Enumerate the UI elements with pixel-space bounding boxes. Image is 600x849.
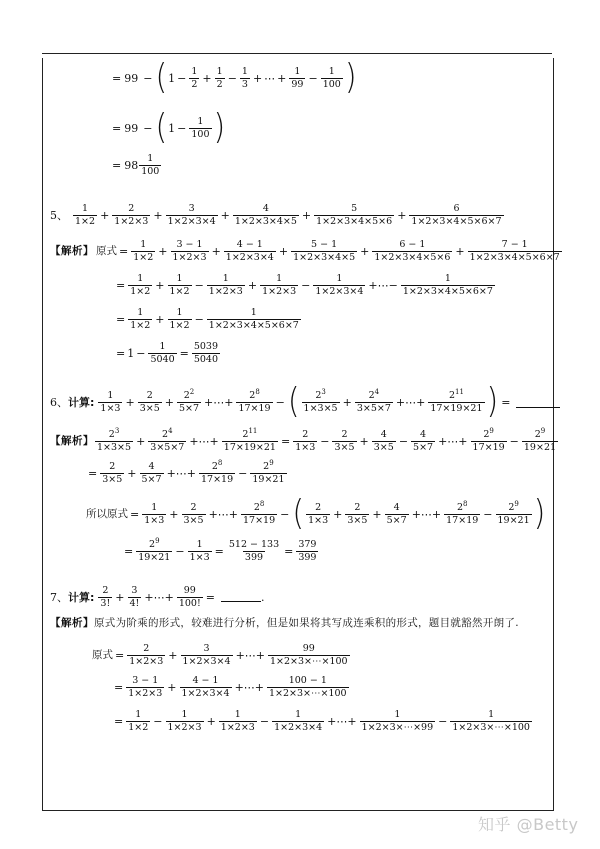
fraction: $\frac{2}{1\times 3}$ — [308, 502, 329, 526]
p6-analysis-3: 所以原式 = $\frac{1}{1\times 3}$ + $\frac{2}{3\times 5}$ +⋯+ $\frac{2^8}{17\times 19}$ − ( $\frac{2}{1\times 3}$ + $\frac{2}{3\times 5}$ + $\frac{4}{5\times 7}$ +⋯+ $\frac{2^8}{17\times 19}$ − $\frac{2^9}{19\times 21}$ ) — [86, 493, 546, 534]
fraction: $\frac{1}{1\times 2\times 3}$ — [262, 273, 297, 297]
fraction: $\frac{1}{1\times 2\times 3\times 4\times 5\times 6\times 7}$ — [402, 273, 493, 297]
p4-line3: = 98 $\frac{1}{100}$ — [112, 153, 160, 177]
p7-analysis-text: 【解析】 原式为阶乘的形式，较难进行分析，但是如果将其写成连乘积的形式，题目就豁然开朗了. — [50, 617, 519, 629]
fraction: $\frac{1}{1\times 3}$ — [144, 502, 165, 526]
fraction: $\frac{5039}{5040}$ — [193, 341, 219, 365]
fraction: $\frac{2^3}{1\times 3\times 5}$ — [303, 387, 338, 414]
fraction: $\frac{3}{4!}$ — [129, 585, 140, 609]
fraction: $\frac{1}{1\times 2\times 3\times 4}$ — [315, 273, 364, 297]
watermark: 知乎 @Betty — [478, 815, 579, 834]
fraction: $\frac{512 - 133}{399}$ — [228, 539, 280, 563]
p6-analysis-4: = $\frac{2^9}{19\times 21}$ − $\frac{1}{1\times 3}$ = $\frac{512 - 133}{399}$ = $\frac{379}{399}$ — [124, 536, 317, 563]
fraction: $\frac{2^9}{17\times 19}$ — [472, 426, 505, 453]
fraction: $\frac{1}{2}$ — [191, 66, 198, 90]
fraction: $\frac{1}{1\times 2}$ — [130, 307, 151, 331]
fraction: $\frac{5 - 1}{1\times 2\times 3\times 4\times 5}$ — [293, 239, 356, 263]
p6-analysis-1: 【解析】 $\frac{2^3}{1\times 3\times 5}$ + $\frac{2^4}{3\times 5\times 7}$ +⋯+ $\frac{2^{11}}{17\times 19\times 21}$ = $\frac{2}{1\times 3}$ − $\frac{2}{3\times 5}$ + $\frac{4}{3\times 5}$ − $\frac{4}{5\times 7}$ +⋯+ $\frac{2^9}{17\times 19}$ − $\frac{2^9}{19\times 21}$ — [50, 426, 557, 453]
analysis-tag: 【解析】 — [50, 617, 94, 629]
analysis-tag: 【解析】 — [50, 434, 94, 447]
fraction: $\frac{2}{3!}$ — [100, 585, 111, 609]
fraction: $\frac{1}{1\times 2\times 3\times\cdots\times 100}$ — [452, 709, 530, 733]
fraction: $\frac{2^8}{17\times 19}$ — [201, 458, 234, 485]
fraction: $\frac{2}{3\times 5}$ — [334, 429, 355, 453]
fraction: $\frac{2^9}{19\times 21}$ — [523, 426, 557, 453]
fraction: $\frac{2^4}{3\times 5\times 7}$ — [150, 426, 185, 453]
fraction: $\frac{7 - 1}{1\times 2\times 3\times 4\times 5\times 6\times 7}$ — [469, 239, 560, 263]
p7-label: 7、 — [50, 590, 68, 604]
fraction: $\frac{1}{1\times 2\times 3\times 4\times 5\times 6\times 7}$ — [208, 307, 299, 331]
p7-analysis-1: 原式 = $\frac{2}{1\times 2\times 3}$ + $\frac{3}{1\times 2\times 3\times 4}$ +⋯+ $\frac{99}{1\times 2\times 3\times\cdots\times 100}$ — [92, 643, 348, 667]
fraction: $\frac{1}{1\times 3}$ — [100, 390, 121, 414]
p7-question: 7、 计算: $\frac{2}{3!}$ + $\frac{3}{4!}$ +⋯+ $\frac{99}{100!}$ = . — [50, 585, 265, 609]
fraction: $\frac{1}{1\times 2}$ — [128, 709, 149, 733]
fraction: $\frac{2^8}{17\times 19}$ — [446, 499, 479, 526]
p5-analysis-1: 【解析】 原式 = $\frac{1}{1\times 2}$ + $\frac{3 - 1}{1\times 2\times 3}$ + $\frac{4 - 1}{1\times 2\times 3\times 4}$ + $\frac{5 - 1}{1\times 2\times 3\times 4\times 5}$ + $\frac{6 - 1}{1\times 2\times 3\times 4\times 5\times 6}$ + $\frac{7 - 1}{1\times 2\times 3\times 4\times 5\times 6\times 7}$ — [50, 239, 560, 263]
answer-blank — [516, 406, 560, 408]
fraction: $\frac{2^3}{1\times 3\times 5}$ — [97, 426, 132, 453]
fraction: $\frac{1}{1\times 2}$ — [169, 273, 190, 297]
fraction: $\frac{379}{399}$ — [298, 539, 317, 563]
fraction: $\frac{3}{1\times 2\times 3\times 4}$ — [167, 203, 216, 227]
fraction: $\frac{2^9}{19\times 21}$ — [138, 536, 171, 563]
p6-question: 6、 计算: $\frac{1}{1\times 3}$ + $\frac{2}{3\times 5}$ + $\frac{2^2}{5\times 7}$ +⋯+ $\frac{2^8}{17\times 19}$ − ( $\frac{2^3}{1\times 3\times 5}$ + $\frac{2^4}{3\times 5\times 7}$ +⋯+ $\frac{2^{11}}{17\times 19\times 21}$ ) = — [50, 390, 560, 414]
fraction: $\frac{2^9}{19\times 21}$ — [497, 499, 530, 526]
fraction: $\frac{1}{1\times 2}$ — [169, 307, 190, 331]
fraction: $\frac{2}{3\times 5}$ — [102, 461, 123, 485]
fraction: $\frac{1}{1\times 2}$ — [75, 203, 96, 227]
fraction: $\frac{1}{99}$ — [291, 66, 304, 90]
fraction: $\frac{4}{5\times 7}$ — [413, 429, 434, 453]
fraction: $\frac{3}{1\times 2\times 3\times 4}$ — [182, 643, 231, 667]
fraction: $\frac{2^{11}}{17\times 19\times 21}$ — [430, 387, 483, 414]
fraction: $\frac{6 - 1}{1\times 2\times 3\times 4\times 5\times 6}$ — [374, 239, 451, 263]
fraction: $\frac{2^2}{5\times 7}$ — [178, 387, 200, 414]
fraction: $\frac{1}{5040}$ — [150, 341, 175, 365]
fraction: $\frac{4}{5\times 7}$ — [141, 461, 162, 485]
fraction: $\frac{2}{3\times 5}$ — [139, 390, 160, 414]
analysis-tag: 【解析】 — [50, 244, 94, 257]
p7-analysis-3: = $\frac{1}{1\times 2}$ − $\frac{1}{1\times 2\times 3}$ + $\frac{1}{1\times 2\times 3}$ − $\frac{1}{1\times 2\times 3\times 4}$ +⋯+ $\frac{1}{1\times 2\times 3\times\cdots\times 99}$ − $\frac{1}{1\times 2\times 3\times\cdots\times 100}$ — [114, 709, 530, 733]
fraction: $\frac{2}{1\times 2\times 3}$ — [114, 203, 149, 227]
fraction: $\frac{1}{100}$ — [141, 153, 160, 177]
fraction: $\frac{1}{1\times 2\times 3\times\cdots\times 99}$ — [361, 709, 434, 733]
answer-blank — [221, 600, 261, 602]
p5-analysis-4: = 1 − $\frac{1}{5040}$ = $\frac{5039}{5040}$ — [116, 341, 219, 365]
p6-label: 6、 — [50, 395, 68, 409]
fraction: $\frac{99}{1\times 2\times 3\times\cdots\times 100}$ — [270, 643, 348, 667]
p5-analysis-3: = $\frac{1}{1\times 2}$ + $\frac{1}{1\times 2}$ − $\frac{1}{1\times 2\times 3\times 4\times 5\times 6\times 7}$ — [116, 307, 299, 331]
fraction: $\frac{100 - 1}{1\times 2\times 3\times\cdots\times 100}$ — [269, 675, 347, 699]
fraction: $\frac{4}{3\times 5}$ — [373, 429, 394, 453]
fraction: $\frac{2^{11}}{17\times 19\times 21}$ — [223, 426, 276, 453]
fraction: $\frac{1}{3}$ — [241, 66, 248, 90]
fraction: $\frac{2}{1\times 2\times 3}$ — [129, 643, 164, 667]
fraction: $\frac{1}{1\times 2}$ — [133, 239, 154, 263]
top-rule — [42, 53, 552, 54]
fraction: $\frac{4 - 1}{1\times 2\times 3\times 4}$ — [181, 675, 230, 699]
fraction: $\frac{1}{2}$ — [216, 66, 223, 90]
fraction: $\frac{1}{1\times 3}$ — [189, 539, 210, 563]
fraction: $\frac{4 - 1}{1\times 2\times 3\times 4}$ — [225, 239, 274, 263]
fraction: $\frac{6}{1\times 2\times 3\times 4\times 5\times 6\times 7}$ — [411, 203, 502, 227]
fraction: $\frac{2}{1\times 3}$ — [295, 429, 316, 453]
fraction: $\frac{2^8}{17\times 19}$ — [238, 387, 271, 414]
fraction: $\frac{1}{1\times 2\times 3}$ — [208, 273, 243, 297]
fraction: $\frac{3 - 1}{1\times 2\times 3}$ — [172, 239, 207, 263]
fraction: $\frac{1}{1\times 2\times 3}$ — [167, 709, 202, 733]
fraction: $\frac{1}{100}$ — [322, 66, 341, 90]
fraction: $\frac{4}{1\times 2\times 3\times 4\times 5}$ — [234, 203, 297, 227]
p6-analysis-2: = $\frac{2}{3\times 5}$ + $\frac{4}{5\times 7}$ +⋯+ $\frac{2^8}{17\times 19}$ − $\frac{2^9}{19\times 21}$ — [88, 458, 285, 485]
fraction: $\frac{2}{3\times 5}$ — [183, 502, 204, 526]
fraction: $\frac{99}{100!}$ — [178, 585, 201, 609]
fraction: $\frac{5}{1\times 2\times 3\times 4\times 5\times 6}$ — [316, 203, 393, 227]
fraction: $\frac{2}{3\times 5}$ — [347, 502, 368, 526]
fraction: $\frac{2^4}{3\times 5\times 7}$ — [356, 387, 391, 414]
fraction: $\frac{2^9}{19\times 21}$ — [252, 458, 285, 485]
fraction: $\frac{4}{5\times 7}$ — [386, 502, 407, 526]
p7-analysis-2: = $\frac{3 - 1}{1\times 2\times 3}$ + $\frac{4 - 1}{1\times 2\times 3\times 4}$ +⋯+ $\frac{100 - 1}{1\times 2\times 3\times\cdots\times 100}$ — [114, 675, 347, 699]
fraction: $\frac{2^8}{17\times 19}$ — [243, 499, 276, 526]
p5-analysis-2: = $\frac{1}{1\times 2}$ + $\frac{1}{1\times 2}$ − $\frac{1}{1\times 2\times 3}$ + $\frac{1}{1\times 2\times 3}$ − $\frac{1}{1\times 2\times 3\times 4}$ +⋯− $\frac{1}{1\times 2\times 3\times 4\times 5\times 6\times 7}$ — [116, 273, 493, 297]
p5-label: 5、 — [50, 208, 68, 222]
p4-line1: = 99 − ( 1 − $\frac{1}{2}$ + $\frac{1}{2}$ − $\frac{1}{3}$ + ⋯ + $\frac{1}{99}$ − $\frac{1}{100}$ ) — [112, 57, 357, 98]
fraction: $\frac{1}{1\times 2}$ — [130, 273, 151, 297]
fraction: $\frac{1}{100}$ — [191, 116, 210, 140]
fraction: $\frac{3 - 1}{1\times 2\times 3}$ — [128, 675, 163, 699]
fraction: $\frac{1}{1\times 2\times 3}$ — [220, 709, 255, 733]
p4-line2: = 99 − ( 1 − $\frac{1}{100}$ ) — [112, 107, 226, 148]
p5-question: 5、 $\frac{1}{1\times 2}$ + $\frac{2}{1\times 2\times 3}$ + $\frac{3}{1\times 2\times 3\times 4}$ + $\frac{4}{1\times 2\times 3\times 4\times 5}$ + $\frac{5}{1\times 2\times 3\times 4\times 5\times 6}$ + $\frac{6}{1\times 2\times 3\times 4\times 5\times 6\times 7}$ — [50, 203, 502, 227]
fraction: $\frac{1}{1\times 2\times 3\times 4}$ — [274, 709, 323, 733]
